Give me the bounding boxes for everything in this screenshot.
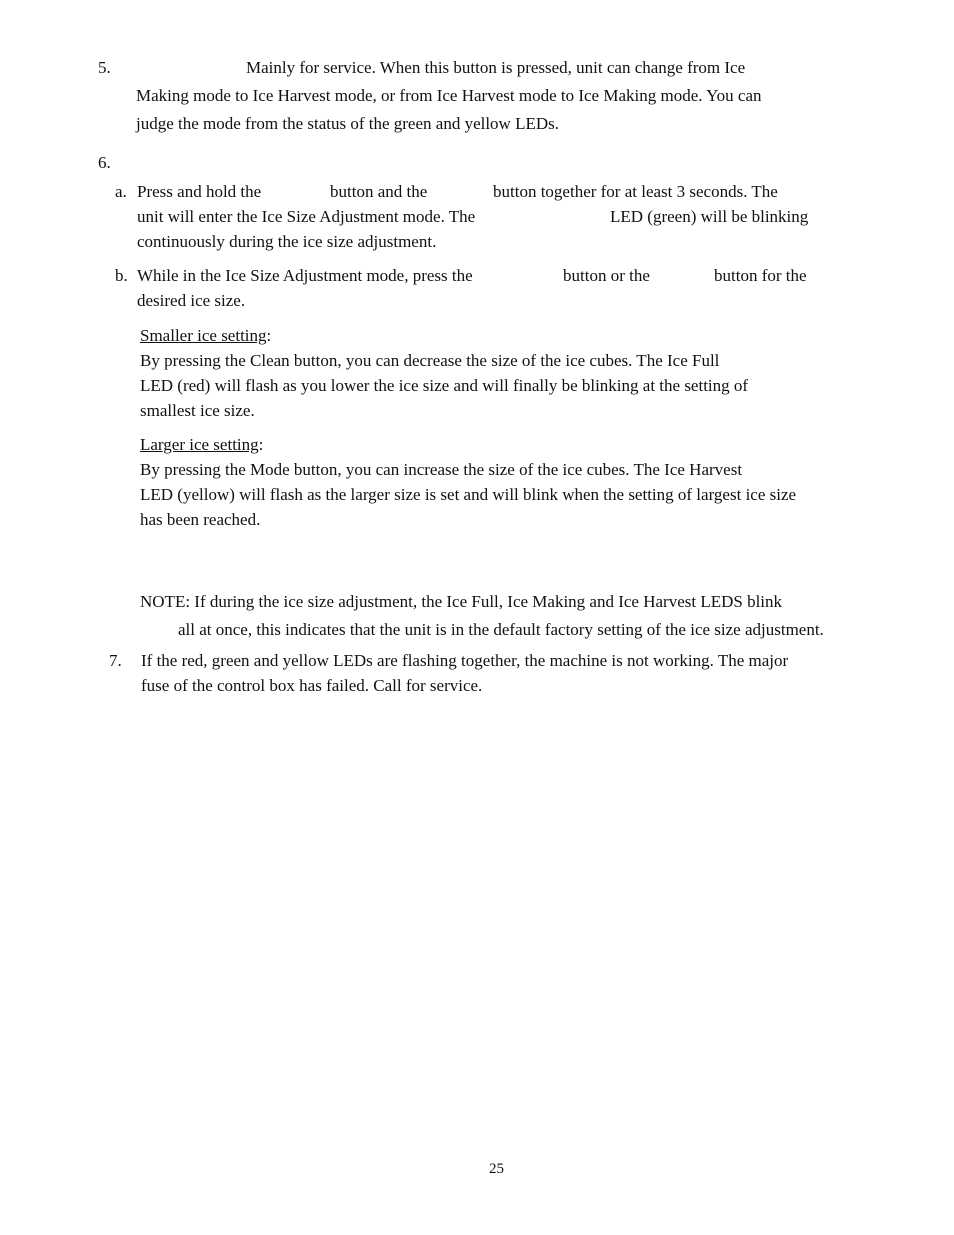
item-6a-line-1-seg-2: button and the — [330, 182, 428, 201]
larger-ice-heading-colon: : — [258, 435, 264, 454]
item-6a-line-2-seg-2: LED (green) will be blinking — [610, 207, 809, 226]
item-6b-marker: b. — [115, 266, 128, 285]
page-number: 25 — [489, 1161, 504, 1177]
item-5-number: 5. — [98, 58, 111, 77]
item-6-number: 6. — [98, 153, 111, 172]
item-5-line-2: Making mode to Ice Harvest mode, or from Ice Harvest mode to Ice Making mode. You can — [136, 86, 762, 105]
larger-ice-heading: Larger ice setting — [140, 435, 259, 454]
note-line-2: all at once, this indicates that the unit is in the default factory setting of the ice size adjustment. — [178, 620, 824, 639]
larger-ice-line-1: By pressing the Mode button, you can increase the size of the ice cubes. The Ice Harvest — [140, 460, 743, 479]
item-6a-line-1-seg-1: Press and hold the — [137, 182, 262, 201]
item-6a-line-2-seg-1: unit will enter the Ice Size Adjustment mode. The — [137, 207, 476, 226]
item-5-line-3: judge the mode from the status of the green and yellow LEDs. — [136, 114, 559, 133]
smaller-ice-heading-colon: : — [266, 326, 272, 345]
smaller-ice-line-2: LED (red) will flash as you lower the ice size and will finally be blinking at the setting of — [140, 376, 749, 395]
item-6b-line-2: desired ice size. — [137, 291, 246, 310]
item-6a-marker: a. — [115, 182, 127, 201]
larger-ice-line-3: has been reached. — [140, 510, 261, 529]
smaller-ice-heading: Smaller ice setting — [140, 326, 267, 345]
item-6a-line-3: continuously during the ice size adjustment. — [137, 232, 437, 251]
note-line-1: NOTE: If during the ice size adjustment, the Ice Full, Ice Making and Ice Harvest LEDS blink — [140, 592, 783, 611]
larger-ice-heading-row — [140, 435, 263, 455]
item-6b-line-1-seg-2: button or the — [563, 266, 650, 285]
smaller-ice-heading-row — [140, 326, 271, 346]
item-7-line-2: fuse of the control box has failed. Call for service. — [141, 676, 483, 695]
item-6b-line-1-seg-1: While in the Ice Size Adjustment mode, press the — [137, 266, 473, 285]
item-7-line-1: If the red, green and yellow LEDs are flashing together, the machine is not working. The major — [141, 651, 789, 670]
item-6a-line-1-seg-3: button together for at least 3 seconds. The — [493, 182, 778, 201]
smaller-ice-line-3: smallest ice size. — [140, 401, 255, 420]
larger-ice-line-2: LED (yellow) will flash as the larger size is set and will blink when the setting of largest ice size — [140, 485, 797, 504]
smaller-ice-line-1: By pressing the Clean button, you can decrease the size of the ice cubes. The Ice Full — [140, 351, 720, 370]
item-7-number: 7. — [109, 651, 122, 670]
item-5-line-1: Mainly for service. When this button is pressed, unit can change from Ice — [246, 58, 746, 77]
item-6b-line-1-seg-3: button for the — [714, 266, 807, 285]
